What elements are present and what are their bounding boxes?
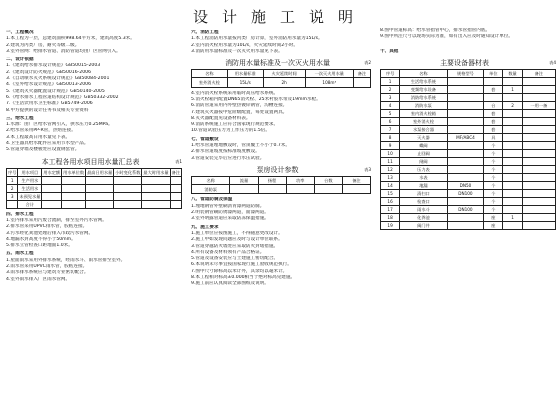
table-cell: 个	[484, 150, 503, 158]
table-cell: 闸阀	[400, 158, 447, 166]
note-line: 2.排水管采用UPVC排水管，胶粘连接。	[6, 224, 88, 230]
note-line: 5.《建筑灭火器配置设计规范》GB50140-2005	[6, 88, 105, 94]
table-row	[7, 176, 182, 184]
table-row	[7, 192, 182, 200]
table-cell	[503, 166, 522, 174]
note-line: 六、消防工程	[191, 30, 219, 35]
note-line: 2.《建筑设计防火规范》GB50016-2006	[6, 69, 91, 75]
column-header: 数量	[503, 70, 522, 78]
table-cell: 生活给水系统	[400, 78, 447, 86]
table-cell	[522, 118, 555, 126]
note-line: 3.管道穿越防火墙处应采取防火封堵措施。	[191, 243, 279, 249]
note-line: 2.雨水管采用UPVC雨水管，胶粘连接。	[6, 264, 88, 270]
column-header: 台数	[314, 176, 342, 184]
note-line: 8.本工程相对标高±0.000相当于绝对标高见建施。	[191, 275, 296, 281]
notes-section-1	[6, 30, 182, 154]
note-line	[380, 41, 556, 47]
note-line: 一、工程概况	[6, 30, 34, 35]
table-cell: 10	[381, 150, 400, 158]
table-cell	[447, 142, 484, 150]
column-header: 序号	[381, 70, 400, 78]
table-cell: 18	[381, 214, 400, 222]
table-cell: 1	[503, 86, 522, 94]
table-cell: 检查口	[400, 198, 447, 206]
table-cell: 灭火器	[400, 134, 447, 142]
table-cell: 6	[381, 118, 400, 126]
table-cell	[503, 134, 522, 142]
table-cell: 台	[484, 102, 503, 110]
fire-water-table	[191, 69, 371, 88]
table-cell: 室内消火栓箱	[400, 110, 447, 118]
table-row	[381, 110, 556, 118]
table-cell: 7	[381, 126, 400, 134]
table-row	[381, 182, 556, 190]
column-header: 火灾延续时间	[263, 70, 305, 78]
column-header: 最大时用水量	[143, 169, 169, 175]
column-2	[191, 28, 371, 288]
table-cell	[142, 176, 170, 184]
table-cell: DN100	[447, 190, 484, 198]
table-cell	[447, 150, 484, 158]
table-row	[192, 184, 371, 194]
table-cell	[484, 94, 503, 102]
table-cell	[62, 200, 86, 208]
note-line: 9.消防系统施工应符合国家现行规范要求。	[191, 122, 279, 128]
table-number: 表3	[364, 166, 371, 172]
table-row	[381, 126, 556, 134]
note-line: 3.消防用水量标准及一次灭火用水量见下表。	[191, 48, 283, 54]
table-cell	[522, 78, 555, 86]
note-line: 1.《建筑给水排水设计规范》GB50015-2003	[6, 63, 101, 69]
table-cell	[170, 184, 181, 192]
table-cell	[114, 176, 142, 184]
table-cell: 消防给水系统	[400, 94, 447, 102]
table-cell: 座	[484, 222, 503, 230]
note-line: 2.给水管采用PP-R管，热熔连接。	[6, 128, 76, 134]
table-cell	[503, 94, 522, 102]
table-cell	[42, 176, 62, 184]
note-line: 2.室内消火栓用水量为10L/s，火灾延续时间2小时。	[191, 42, 298, 48]
table-cell: 未预见水量	[19, 193, 41, 199]
table-cell	[170, 200, 181, 208]
table-row	[381, 166, 556, 174]
table-cell: 套	[484, 110, 503, 118]
table-cell	[522, 142, 555, 150]
table-cell	[447, 158, 484, 166]
table-cell	[522, 110, 555, 118]
table-row	[381, 94, 556, 102]
table-cell	[522, 182, 555, 190]
table-cell	[447, 174, 484, 182]
table-cell	[522, 94, 555, 102]
note-line: 四、排水工程	[6, 211, 34, 217]
table-cell: 个	[484, 174, 503, 182]
table-cell: 变频给水设备	[400, 86, 447, 94]
table-cell: 套	[484, 86, 503, 94]
table-cell: 2	[7, 184, 18, 192]
column-3	[380, 28, 556, 230]
table-row	[381, 86, 556, 94]
table-cell	[522, 158, 555, 166]
note-line: 1.本工程为一层，总建筑面积998.64平方米，建筑高度5.3米。	[6, 36, 135, 42]
table-cell	[447, 118, 484, 126]
pump-table-title: 泵房设计参数 表3	[256, 165, 371, 174]
table-cell: 2	[503, 102, 522, 110]
column-header: 用水量标准	[227, 70, 263, 78]
table-row	[381, 198, 556, 206]
column-1	[6, 28, 182, 283]
table-cell	[114, 192, 142, 200]
table-cell: 15	[381, 190, 400, 198]
page-title: 设计施工说明	[192, 8, 367, 26]
table-cell: 生活用水	[18, 184, 42, 192]
table-cell: 止回阀	[400, 150, 447, 158]
column-header: 一次灭火用水量	[305, 70, 353, 78]
note-line: 8.图中管道标高：给水管指管中心，排水管指管内底。	[380, 28, 491, 33]
table-cell: 16	[381, 198, 400, 206]
table-row	[381, 158, 556, 166]
water-usage-table	[6, 168, 182, 209]
table-cell: 消防泵	[192, 184, 230, 194]
table-cell: MF/ABC4	[447, 134, 484, 142]
table-cell	[503, 110, 522, 118]
table-cell: 个	[484, 206, 503, 214]
note-line: 3.室外管网：给排水管道、消防管道均由厂区管网引入。	[6, 48, 121, 54]
table-cell: 1	[381, 78, 400, 86]
table-header-row	[192, 176, 371, 184]
table-cell	[86, 184, 114, 192]
table-cell	[522, 150, 555, 158]
table-row	[192, 78, 371, 88]
column-header: 名称	[192, 70, 228, 78]
fire-notes-section	[191, 30, 371, 55]
column-header: 用水单位数	[63, 169, 85, 175]
column-header: 备注	[353, 70, 370, 78]
table-cell	[42, 192, 62, 200]
note-line: 1.施工单位应按图施工，不得随意更改设计。	[191, 230, 283, 236]
table-cell	[7, 200, 18, 208]
table-cell: 2h	[263, 78, 305, 88]
note-line: 7.建筑灭火器按中危险级配置，每处设置两具。	[191, 109, 288, 115]
column-header: 最高日用水量	[87, 169, 113, 175]
table-cell: 消防水泵	[400, 102, 447, 110]
table-cell: 室外消火栓	[192, 78, 228, 88]
table-cell	[522, 126, 555, 134]
table-cell	[258, 184, 286, 194]
table-cell: 15L/s	[227, 78, 263, 88]
table-cell	[447, 86, 484, 94]
table-cell: 蝶阀	[400, 142, 447, 150]
table-cell: 13	[381, 174, 400, 182]
table-row	[381, 134, 556, 142]
table-cell: 一用一备	[522, 102, 555, 110]
water-usage-table-title: 本工程各用水项目用水量汇总表 表1	[41, 157, 182, 166]
table-cell	[447, 214, 484, 222]
table-cell: 3	[381, 94, 400, 102]
note-line: 1.埋地钢管外壁刷沥青漆两道防腐。	[191, 203, 265, 209]
table-cell	[522, 190, 555, 198]
equipment-table	[380, 69, 556, 230]
note-line: 3.雨水排水系统应与建筑专业密切配合。	[6, 270, 89, 276]
table-cell	[62, 192, 86, 200]
note-line: 4.室内消火栓系统采用临时高压给水系统。	[191, 90, 279, 96]
table-cell: 5	[381, 110, 400, 118]
table-cell: 9	[381, 142, 400, 150]
table-cell	[503, 190, 522, 198]
table-cell	[522, 134, 555, 142]
column-header: 单位	[484, 70, 503, 78]
note-line: 4.地漏水封高度不得小于50mm。	[6, 236, 76, 242]
note-line: 3.管道安装完毕后应进行水压试验。	[191, 155, 265, 161]
table-cell: 个	[484, 142, 503, 150]
table-cell	[86, 192, 114, 200]
table-cell	[114, 200, 142, 208]
table-cell	[503, 206, 522, 214]
note-line: 9.施工前应认真阅读全部图纸及说明。	[191, 281, 269, 287]
column-header: 备注	[522, 70, 555, 78]
note-line: 6.消防管道采用内外壁热镀锌钢管，沟槽连接。	[191, 103, 288, 109]
column-header: 扬程	[258, 176, 286, 184]
column-header: 备注	[171, 169, 180, 175]
pipe-notes-section	[191, 91, 371, 162]
table-cell	[503, 118, 522, 126]
table-cell: 1	[7, 176, 18, 184]
note-line: 3.本工程最高日用水量见下表。	[6, 134, 71, 140]
note-line: 10.管道试验压力为工作压力的1.5倍。	[191, 128, 270, 134]
table-cell: 合计	[18, 200, 42, 208]
table-cell: 个	[484, 198, 503, 206]
note-line: 2.建筑为丙类厂房，耐火等级二级。	[6, 42, 80, 48]
table-cell: 化粪池	[400, 214, 447, 222]
table-cell	[86, 200, 114, 208]
fire-water-table-title: 消防用水量标准及一次灭火用水量 表2	[225, 59, 371, 68]
table-header-row	[381, 70, 556, 78]
table-cell: 2	[381, 86, 400, 94]
note-line: 5.管道穿墙及楼板处应设置钢套管。	[6, 147, 80, 153]
table-cell: 14	[381, 182, 400, 190]
column-header: 序号	[8, 169, 17, 175]
table-cell	[114, 184, 142, 192]
note-line: 3.污水经化粪池处理后排入市政污水管网。	[6, 230, 94, 236]
table-cell	[230, 184, 258, 194]
note-line: 1.屋面雨水采用外排水系统，经雨水斗、雨水管排至室外。	[6, 257, 126, 263]
table-cell	[522, 166, 555, 174]
pump-table	[191, 176, 371, 195]
table-cell	[353, 78, 370, 88]
table-cell: DN100	[447, 206, 484, 214]
note-line: 3.《自动喷水灭火系统设计规范》GB50084-2001	[6, 76, 110, 82]
table-cell: 生产用水	[18, 176, 42, 184]
table-cell	[286, 184, 314, 194]
table-cell: 3	[7, 192, 18, 200]
note-line: 九、施工要求	[191, 224, 219, 230]
table-cell	[447, 102, 484, 110]
table-cell: 4	[381, 102, 400, 110]
note-line: 7.图中尺寸除标高以米计外，其余均以毫米计。	[191, 268, 288, 274]
table-cell	[503, 142, 522, 150]
table-cell: 8	[381, 134, 400, 142]
note-line: 2.施工中如发现问题应及时与设计单位联系。	[191, 237, 283, 243]
note-line: 8.甲方提供的设计任务书及相关专业资料	[6, 107, 89, 113]
column-header: 规格型号	[447, 70, 484, 78]
table-cell: 12	[381, 166, 400, 174]
note-line: 三、给水工程	[6, 115, 34, 121]
table-cell	[447, 110, 484, 118]
table-cell	[447, 198, 484, 206]
table-cell	[62, 184, 86, 192]
table-row	[381, 150, 556, 158]
note-line: 3.室外明露管道应采取防冻保温措施。	[191, 216, 269, 222]
table-cell	[503, 126, 522, 134]
table-cell: 个	[484, 158, 503, 166]
table-cell: 具	[484, 134, 503, 142]
table-cell	[170, 176, 181, 184]
table-cell: 11	[381, 158, 400, 166]
note-line: 9.图中所注尺寸以现场实际为准，如有出入应及时通知设计单位。	[380, 34, 514, 40]
table-cell	[503, 198, 522, 206]
table-cell	[484, 78, 503, 86]
table-number: 表2	[364, 60, 371, 66]
table-cell	[522, 86, 555, 94]
column-header: 小时变化系数	[115, 169, 141, 175]
table-cell: 水泵接合器	[400, 126, 447, 134]
note-line: 二、设计依据	[6, 57, 34, 63]
table-cell: 个	[484, 182, 503, 190]
column-header: 用水项目	[18, 168, 42, 176]
note-line: 2.明装钢管刷防锈漆两道，面漆两道。	[191, 210, 269, 216]
table-cell	[522, 206, 555, 214]
table-row	[381, 78, 556, 86]
table-cell: 阀门井	[400, 222, 447, 230]
column-header: 名称	[192, 176, 230, 184]
table-header-row	[192, 70, 371, 78]
construction-notes-section	[191, 197, 371, 287]
table-cell	[447, 78, 484, 86]
table-header-row	[7, 168, 182, 176]
note-line: 4.卫生器具给水配件应采用节水型产品。	[6, 141, 89, 147]
note-line: 1.室内排水采用污废合流制，排至室外污水管网。	[6, 217, 107, 223]
table-cell	[86, 176, 114, 184]
table-cell	[503, 158, 522, 166]
note-line: 1.给水管道埋地敷设时，管顶覆土不小于0.7米。	[191, 143, 290, 149]
table-cell	[503, 222, 522, 230]
table-cell: 地漏	[400, 182, 447, 190]
table-cell: 座	[484, 214, 503, 222]
table-cell: 室外消火栓	[400, 118, 447, 126]
table-cell	[522, 222, 555, 230]
table-cell	[42, 200, 62, 208]
table-cell: 个	[484, 166, 503, 174]
table-cell	[342, 184, 370, 194]
table-row	[7, 184, 182, 192]
table-cell	[503, 174, 522, 182]
table-cell	[42, 184, 62, 192]
note-line: 十、其他	[380, 48, 399, 54]
table-cell	[503, 150, 522, 158]
column-header: 流量	[230, 176, 258, 184]
table-cell: 108m³	[305, 78, 353, 88]
table-cell	[522, 198, 555, 206]
notes-section-2	[6, 212, 182, 283]
table-cell	[142, 184, 170, 192]
note-line: 1.水源：由厂区给水管网引入，供水压力0.25MPa。	[6, 122, 113, 128]
table-cell	[522, 174, 555, 182]
table-cell	[447, 126, 484, 134]
note-line: 4.《室外给水设计规范》GB50013-2006	[6, 82, 91, 88]
other-notes-section	[380, 28, 556, 55]
note-line: 1.本工程消防用水量按丙类厂房计算，室外消防用水量为15L/s。	[191, 36, 323, 42]
table-cell	[503, 182, 522, 190]
note-line: 6.本说明未尽事宜按国家现行施工验收规范执行。	[191, 262, 292, 268]
table-cell	[142, 192, 170, 200]
table-row	[381, 118, 556, 126]
table-number: 表1	[175, 158, 182, 164]
column-header: 备注	[342, 176, 370, 184]
note-line: 5.消火栓箱内配置DN65消火栓、25米衬胶水带及19mm水枪。	[191, 96, 321, 102]
note-line: 八、管道防腐及保温	[191, 197, 233, 203]
note-line: 5.管道及设备安装应与土建施工密切配合。	[191, 256, 279, 262]
column-header: 功率	[286, 176, 314, 184]
table-row	[381, 102, 556, 110]
note-line: 七、管道敷设	[191, 136, 219, 142]
column-header: 名称	[400, 70, 447, 78]
note-line: 五、雨水工程	[6, 251, 34, 257]
equipment-table-title: 主要设备器材表 表4	[440, 59, 556, 68]
table-cell	[62, 176, 86, 184]
table-cell	[170, 192, 181, 200]
note-line: 7.《生活饮用水卫生标准》GB5749-2006	[6, 101, 93, 107]
table-cell: 1	[503, 214, 522, 222]
table-cell: 压力表	[400, 166, 447, 174]
table-cell: 水表	[400, 174, 447, 182]
table-cell: 雨水斗	[400, 206, 447, 214]
note-line: 4.所有设备及材料须有产品合格证。	[191, 249, 265, 255]
table-cell: DN50	[447, 182, 484, 190]
note-line: 4.室外雨水排入厂区雨水管网。	[6, 276, 71, 282]
note-line: 5.排水立管检查口距地面1.0米。	[6, 243, 73, 249]
table-cell	[522, 214, 555, 222]
table-cell	[447, 94, 484, 102]
column-header: 用水定额	[43, 169, 61, 175]
table-row	[381, 142, 556, 150]
table-cell: 套	[484, 126, 503, 134]
table-cell	[314, 184, 342, 194]
table-row	[381, 222, 556, 230]
table-cell	[447, 222, 484, 230]
table-cell	[447, 166, 484, 174]
table-row	[381, 206, 556, 214]
table-cell: 个	[484, 190, 503, 198]
note-line: 6.《给水排水工程管道结构设计规范》GB50332-2002	[6, 94, 119, 100]
table-cell	[142, 200, 170, 208]
table-cell: 19	[381, 222, 400, 230]
table-row	[381, 174, 556, 182]
table-row	[381, 190, 556, 198]
table-cell	[503, 78, 522, 86]
table-cell: 17	[381, 206, 400, 214]
note-line: 2.排水管道坡度按标准坡度敷设。	[191, 149, 260, 155]
table-cell: 清扫口	[400, 190, 447, 198]
note-line: 8.灭火器配置见设备材料表。	[191, 115, 251, 121]
table-row	[381, 214, 556, 222]
table-cell: 套	[484, 118, 503, 126]
table-number: 表4	[549, 60, 556, 66]
table-row	[7, 200, 182, 208]
